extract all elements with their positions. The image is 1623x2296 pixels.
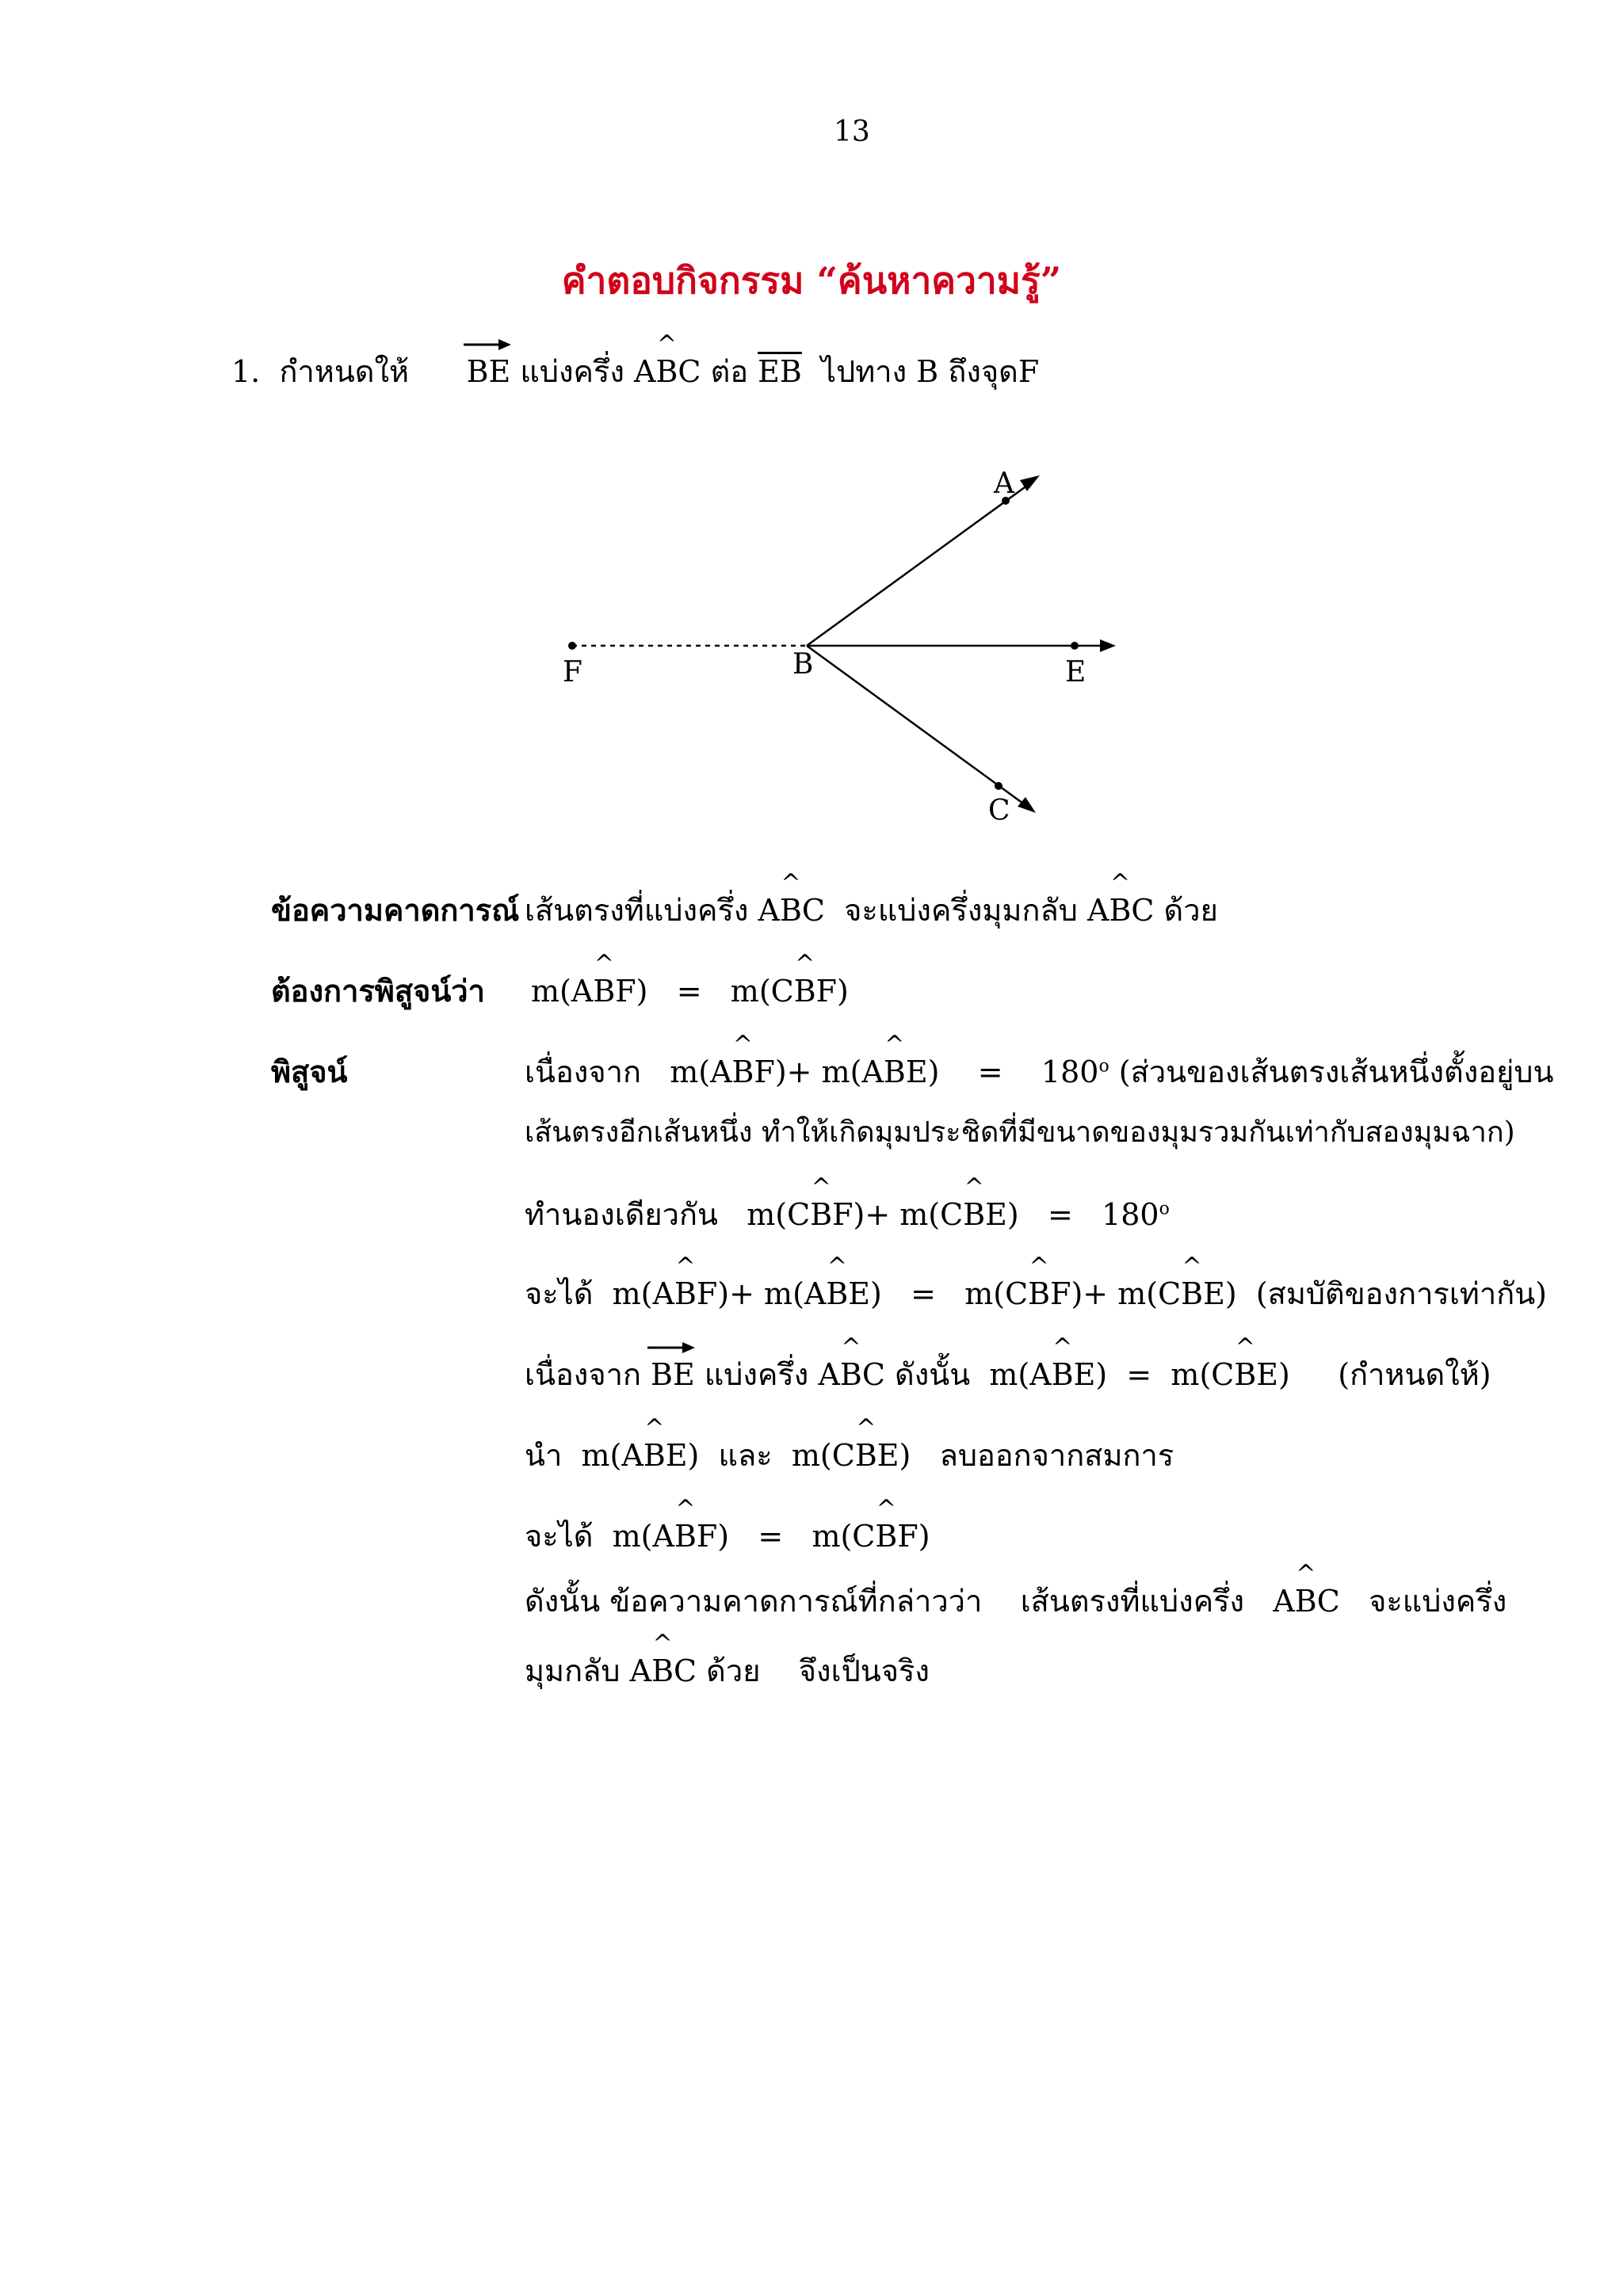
ray-bc — [807, 646, 1026, 806]
proof-line-1: เนื่องจาก m(A^ BF)+ m(A^ BE) = 180$^o$ (ส่วนของเส้นตรงเส้นหนึ่งตั้งอยู่บน — [525, 1057, 1553, 1087]
arrowhead-e — [1100, 639, 1116, 652]
page-number: 13 — [834, 116, 870, 148]
ray-arrow-icon — [647, 1342, 695, 1353]
label-c: C — [988, 795, 1010, 827]
ray-be: BE — [651, 1360, 695, 1390]
to-prove-statement: m(A^ BF) = m(C^ BF) — [531, 976, 849, 1006]
point-f — [568, 642, 576, 650]
proof-line-5: นำ m(A^ BE) และ m(C^ BE) ลบออกจากสมการ — [525, 1440, 1174, 1470]
ray-ba — [807, 483, 1030, 646]
proof-label: พิสูจน์ — [271, 1054, 348, 1089]
proof-line-3: จะได้ m(A^ BF)+ m(A^ BE) = m(C^ BF)+ m(C^ BE) (สมบัติของการเท่ากัน) — [525, 1279, 1547, 1309]
question-1: 1. กำหนดให้ BE แบ่งครึ่ง A^ BC ต่อ $\overline{EB}$ ไปทาง B ถึงจุดF — [231, 357, 1039, 387]
angle-abc: A^ BC — [758, 893, 825, 928]
arrowhead-c — [1018, 797, 1036, 813]
angle-abc: A^ BC — [634, 354, 701, 389]
proof-line-2: ทำนองเดียวกัน m(C^ BF)+ m(C^ BE) = 180$^o$ — [525, 1199, 1170, 1230]
label-e: E — [1065, 656, 1086, 688]
conjecture-text: เส้นตรงที่แบ่งครึ่ง A^ BC จะแบ่งครึ่งมุมกลับ A^ BC ด้วย — [525, 895, 1218, 925]
proof-line-4: เนื่องจาก BE แบ่งครึ่ง A^ BC ดังนั้น m(A^ BE) = m(C^ BE) (กำหนดให้) — [525, 1360, 1491, 1390]
label-a: A — [994, 467, 1014, 500]
label-b: B — [792, 648, 814, 681]
given-text: กำหนดให้ — [279, 354, 410, 389]
segment-eb: $\overline{EB}$ — [758, 354, 802, 389]
to-prove-label: ต้องการพิสูจน์ว่า — [271, 973, 485, 1009]
angle-abc: A^ BC — [1087, 893, 1154, 928]
proof-conclusion-2: มุมกลับ A^ BC ด้วย จึงเป็นจริง — [525, 1656, 930, 1686]
point-e — [1071, 642, 1079, 650]
conjecture-label: ข้อความคาดการณ์ — [271, 892, 520, 928]
label-f: F — [563, 656, 582, 688]
ray-be: BE — [467, 357, 511, 387]
proof-conclusion-1: ดังนั้น ข้อความคาดการณ์ที่กล่าวว่า เส้นตรงที่แบ่งครึ่ง A^ BC จะแบ่งครึ่ง — [525, 1586, 1507, 1616]
proof-line-1b: เส้นตรงอีกเส้นหนึ่ง ทำให้เกิดมุมประชิดที่มีขนาดของมุมรวมกันเท่ากับสองมุมฉาก) — [525, 1116, 1515, 1149]
point-c — [995, 782, 1002, 790]
question-number: 1. — [231, 354, 261, 389]
proof-line-6: จะได้ m(A^ BF) = m(C^ BF) — [525, 1521, 930, 1551]
page-title: คำตอบกิจกรรม “ค้นหาความรู้” — [561, 259, 1062, 302]
